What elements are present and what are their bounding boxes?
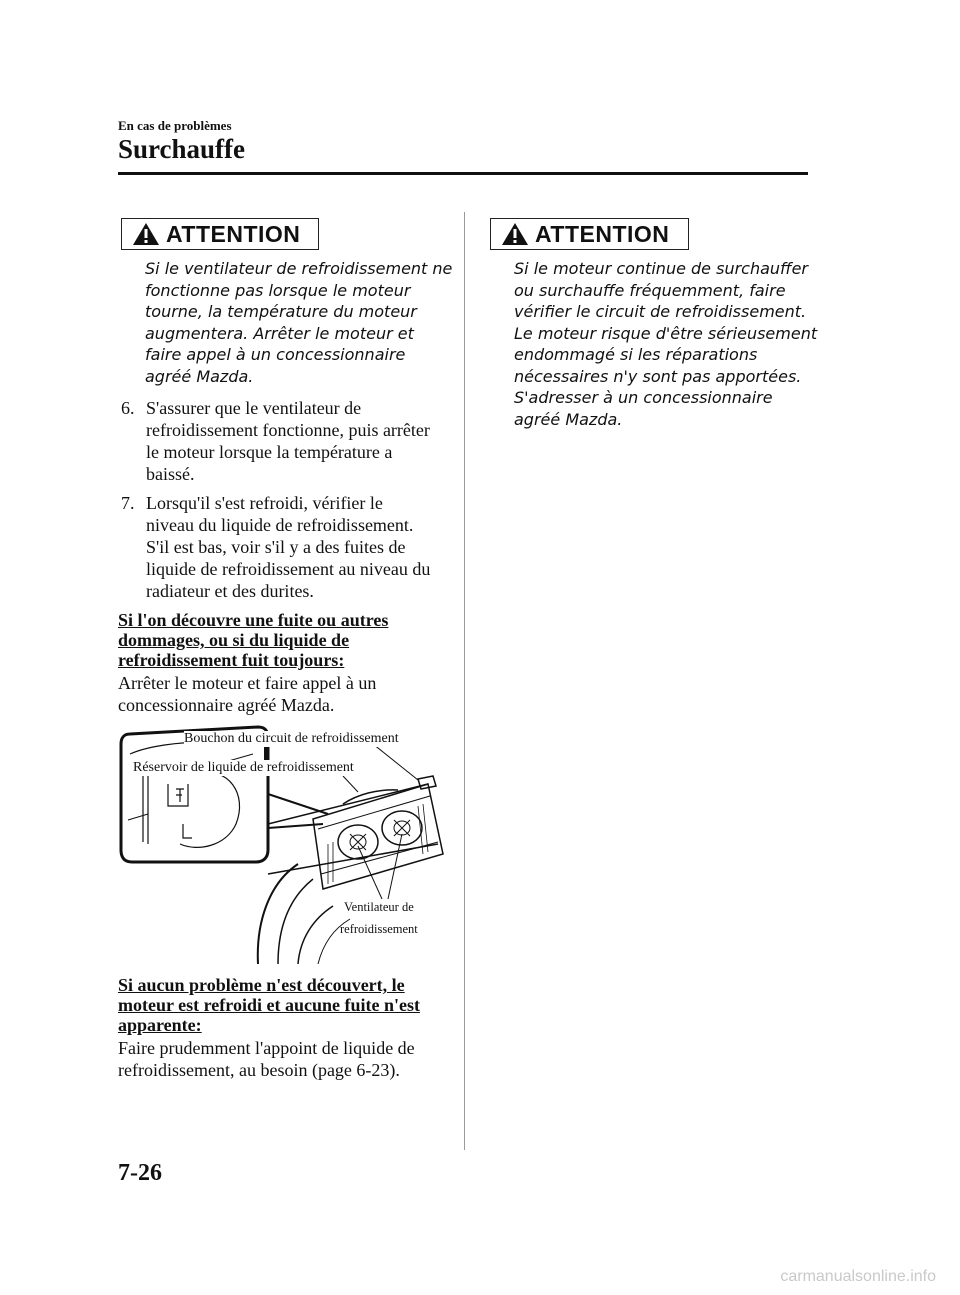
page-title: Surchauffe <box>118 134 246 164</box>
step-number: 6. <box>121 398 135 418</box>
attention-right-line: endommagé si les réparations <box>514 345 758 364</box>
leak-heading <box>118 610 458 670</box>
step-line: le moteur lorsque la température a <box>146 442 393 462</box>
step-line: baissé. <box>146 464 195 484</box>
attention-box-left <box>121 218 319 250</box>
attention-label-right: ATTENTION <box>535 220 670 247</box>
leak-text-line: concessionnaire agréé Mazda. <box>118 695 335 715</box>
warning-triangle-icon <box>501 222 529 246</box>
step-7 <box>121 492 451 602</box>
attention-text-right <box>514 258 824 430</box>
attention-right-line: nécessaires n'y sont pas apportées. <box>514 366 802 386</box>
attention-right-line: agréé Mazda. <box>514 409 623 429</box>
column-divider <box>464 212 465 1150</box>
step-line: niveau du liquide de refroidissement. <box>146 515 414 535</box>
page-number: 7-26 <box>118 1160 162 1186</box>
attention-left-line: faire appel à un concessionnaire <box>145 345 406 364</box>
engine-figure <box>118 724 463 964</box>
title-rule <box>118 172 808 175</box>
attention-left-line: fonctionne pas lorsque le moteur <box>145 280 411 300</box>
attention-right-line: S'adresser à un concessionnaire <box>514 388 773 407</box>
label-cooling-fan-line: refroidissement <box>340 922 418 936</box>
attention-right-line: ou surchauffe fréquemment, faire <box>514 280 786 300</box>
step-line: radiateur et des durites. <box>146 581 314 601</box>
no-problem-text-line: refroidissement, au besoin (page 6-23). <box>118 1060 400 1080</box>
label-coolant-reservoir: Réservoir de liquide de refroidissement <box>133 760 354 775</box>
no-problem-text <box>118 1037 463 1081</box>
step-line: Lorsqu'il s'est refroidi, vérifier le <box>146 493 383 513</box>
step-line: S'assurer que le ventilateur de <box>146 398 362 418</box>
section-label: En cas de problèmes <box>118 118 232 133</box>
leak-heading-line: refroidissement fuit toujours: <box>118 650 345 670</box>
step-line: refroidissement fonctionne, puis arrêter <box>146 420 430 440</box>
step-line: S'il est bas, voir s'il y a des fuites de <box>146 537 406 557</box>
label-cooling-cap: Bouchon du circuit de refroidissement <box>184 731 399 746</box>
attention-right-line: Si le moteur continue de surchauffer <box>514 259 809 278</box>
label-cooling-fan <box>340 896 418 940</box>
attention-left-line: augmentera. Arrêter le moteur et <box>145 323 414 343</box>
no-problem-heading-line: apparente: <box>118 1015 202 1035</box>
step-line: liquide de refroidissement au niveau du <box>146 559 431 579</box>
attention-text-left <box>145 258 455 387</box>
attention-label-left: ATTENTION <box>166 220 301 247</box>
leak-heading-line: Si l'on découvre une fuite ou autres <box>118 610 389 630</box>
step-6 <box>121 397 451 485</box>
no-problem-text-line: Faire prudemment l'appoint de liquide de <box>118 1038 415 1058</box>
no-problem-heading-line: moteur est refroidi et aucune fuite n'est <box>118 995 420 1015</box>
attention-left-line: agréé Mazda. <box>145 366 254 386</box>
no-problem-heading-line: Si aucun problème n'est découvert, le <box>118 975 405 995</box>
attention-right-line: vérifier le circuit de refroidissement. <box>514 302 807 321</box>
attention-box-right <box>490 218 689 250</box>
label-cooling-fan-line: Ventilateur de <box>344 900 414 914</box>
attention-left-line: tourne, la température du moteur <box>145 302 417 321</box>
leak-heading-line: dommages, ou si du liquide de <box>118 630 350 650</box>
leak-text-line: Arrêter le moteur et faire appel à un <box>118 673 377 693</box>
watermark: carmanualsonline.info <box>780 1268 936 1285</box>
no-problem-heading <box>118 975 463 1035</box>
leak-text <box>118 672 458 716</box>
warning-triangle-icon <box>132 222 160 246</box>
attention-right-line: Le moteur risque d'être sérieusement <box>514 323 818 343</box>
step-number: 7. <box>121 493 135 513</box>
attention-left-line: Si le ventilateur de refroidissement ne <box>145 259 453 278</box>
